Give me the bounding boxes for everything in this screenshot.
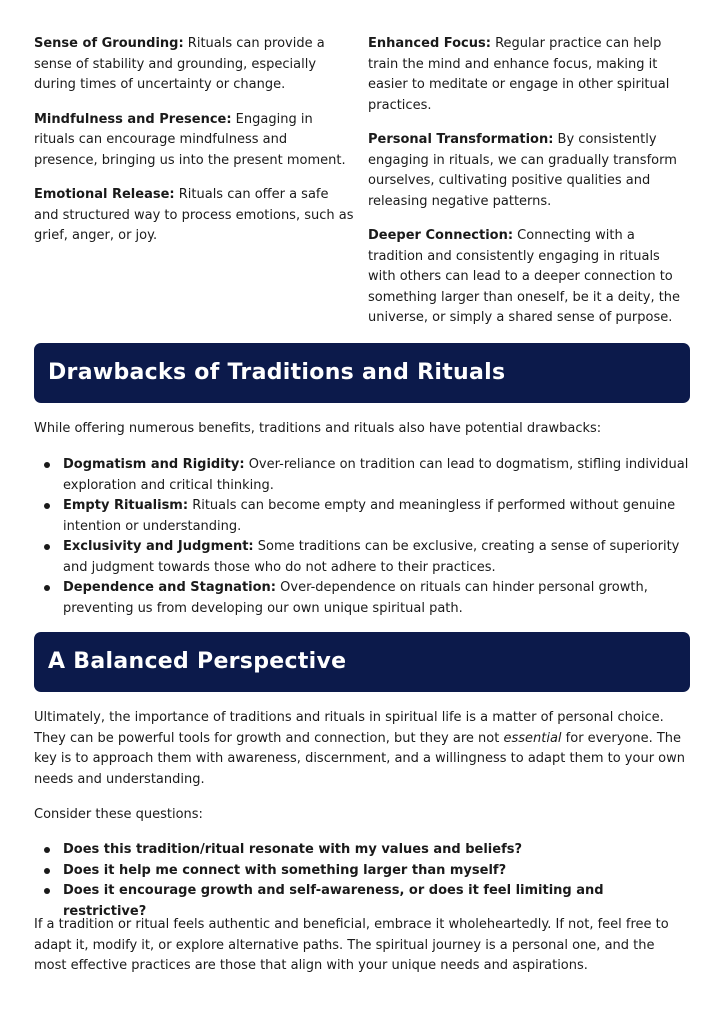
bullet-icon <box>44 868 50 874</box>
benefit-item <box>368 130 688 212</box>
benefit-text: Engaging in rituals can encourage mindfulness and presence, bringing us into the present moment. <box>34 111 346 168</box>
benefit-title: Deeper Connection: <box>368 228 514 243</box>
benefit-title: Sense of Grounding: <box>34 36 184 51</box>
drawbacks-list <box>34 455 690 619</box>
closing-paragraph: If a tradition or ritual feels authentic and beneficial, embrace it wholeheartedly. If not, feel free to adapt it, modify it, or explore alternative paths. The spiritual journey is a personal one, and the most effective practices are those that align with your unique needs and aspirations. <box>34 917 669 973</box>
benefit-text: Regular practice can help train the mind and enhance focus, making it easier to meditate or engage in other spiritual practices. <box>368 36 670 113</box>
list-item <box>34 861 690 882</box>
bullet-icon <box>44 503 50 509</box>
benefits-left-column <box>34 34 354 343</box>
drawbacks-intro: While offering numerous benefits, traditions and rituals also have potential drawbacks: <box>34 421 602 436</box>
questions-list <box>34 840 690 922</box>
drawback-title: Dependence and Stagnation: <box>63 580 277 595</box>
benefit-item <box>34 185 354 247</box>
list-item <box>34 496 690 537</box>
benefit-item <box>34 34 354 96</box>
bullet-icon <box>44 585 50 591</box>
drawback-text: Some traditions can be exclusive, creating a sense of superiority and judgment towards those who do not adhere to their practices. <box>63 539 680 575</box>
balanced-paragraph <box>34 708 690 790</box>
benefit-text: Rituals can offer a safe and structured way to process emotions, such as grief, anger, or joy. <box>34 187 354 243</box>
drawback-title: Empty Ritualism: <box>63 498 189 513</box>
benefit-text: By consistently engaging in rituals, we can gradually transform ourselves, cultivating positive qualities and releasing negative patterns. <box>368 132 677 209</box>
balanced-text: Ultimately, the importance of traditions and rituals in spiritual life is a matter of personal choice. They can be powerful tools for growth and connection, but they are not <box>34 710 664 746</box>
drawbacks-heading: Drawbacks of Traditions and Rituals <box>34 343 690 403</box>
benefit-text: Rituals can provide a sense of stability and grounding, especially during times of uncertainty or change. <box>34 36 325 92</box>
drawback-text: Over-dependence on rituals can hinder personal growth, preventing us from developing our own unique spiritual path. <box>63 580 648 616</box>
list-item <box>34 455 690 496</box>
bullet-icon <box>44 847 50 853</box>
drawback-text: Over-reliance on tradition can lead to dogmatism, stifling individual exploration and critical thinking. <box>63 457 689 493</box>
benefit-title: Emotional Release: <box>34 187 175 202</box>
question-text: Does this tradition/ritual resonate with my values and beliefs? <box>63 842 523 857</box>
bullet-icon <box>44 462 50 468</box>
balanced-text: for everyone. The key is to approach them with awareness, discernment, and a willingness to adapt them to your own needs and understanding. <box>34 730 685 787</box>
list-item <box>34 537 690 578</box>
benefit-title: Personal Transformation: <box>368 132 554 147</box>
balanced-heading: A Balanced Perspective <box>34 632 690 692</box>
benefits-right-column <box>368 34 688 343</box>
benefits-columns <box>34 34 694 343</box>
list-item <box>34 840 690 861</box>
benefit-item <box>34 110 354 172</box>
drawback-title: Dogmatism and Rigidity: <box>63 457 245 472</box>
question-text: Does it encourage growth and self-awareness, or does it feel limiting and restrictive? <box>63 883 604 919</box>
emphasis-text: essential <box>503 730 562 746</box>
bullet-icon <box>44 544 50 550</box>
benefit-item <box>368 34 688 116</box>
list-item <box>34 578 690 619</box>
question-text: Does it help me connect with something larger than myself? <box>63 862 507 878</box>
benefit-text: Connecting with a tradition and consistently engaging in rituals with others can lead to a deeper connection to something larger than oneself, be it a deity, the universe, or simply a shared sense of purpose. <box>368 228 681 325</box>
drawback-title: Exclusivity and Judgment: <box>63 539 254 554</box>
drawback-text: Rituals can become empty and meaningless if performed without genuine intention or understanding. <box>63 498 676 534</box>
bullet-icon <box>44 888 50 894</box>
benefit-item <box>368 226 688 329</box>
benefit-title: Enhanced Focus: <box>368 36 491 51</box>
questions-intro: Consider these questions: <box>34 807 203 822</box>
benefit-title: Mindfulness and Presence: <box>34 111 232 127</box>
